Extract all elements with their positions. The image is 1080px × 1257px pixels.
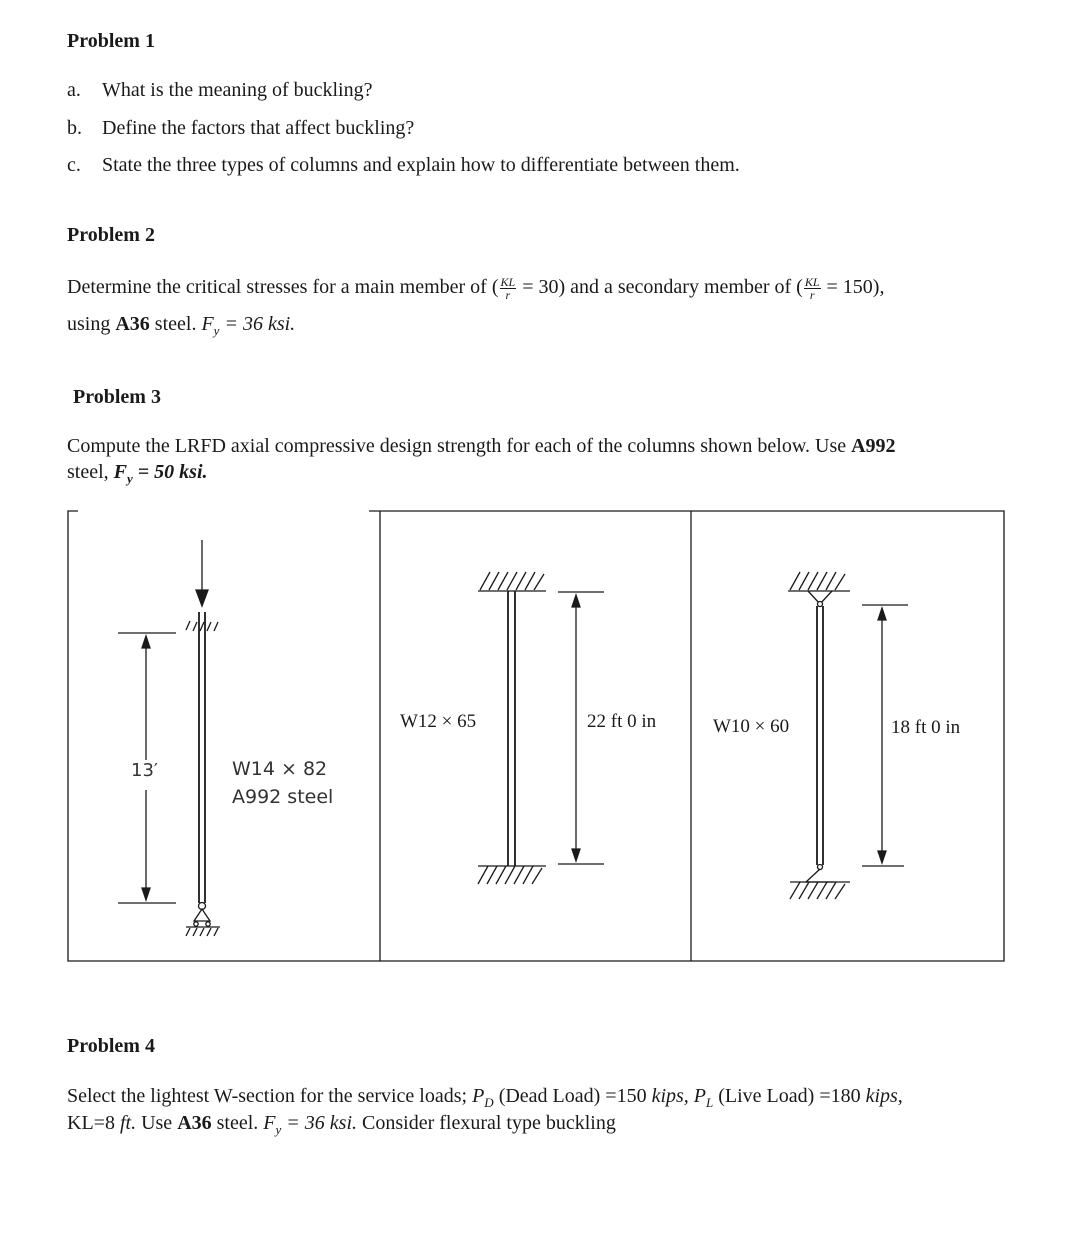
text-run: Compute the LRFD axial compressive design strength for each of the columns shown below. Use <box>67 435 852 457</box>
kl-over-r-fraction <box>804 276 821 301</box>
text-run: = 150), <box>821 276 885 299</box>
fy-value: = 36 ksi. <box>219 313 296 335</box>
pd-symbol: P <box>472 1085 485 1107</box>
column-3 <box>788 572 908 899</box>
problem-4-line-1 <box>67 1085 903 1111</box>
column-1-length-label: 13′ <box>131 760 158 781</box>
text-run: steel. <box>149 313 202 335</box>
problem-4-title: Problem 4 <box>67 1035 155 1057</box>
text-run: Use <box>136 1112 178 1134</box>
item-marker: a. <box>67 79 81 101</box>
column-3-section-label: W10 × 60 <box>713 716 790 737</box>
pd-subscript: D <box>484 1095 494 1110</box>
column-1-section-label: W14 × 82 <box>232 758 328 780</box>
fraction-denominator: r <box>505 288 511 302</box>
column-2 <box>478 572 604 884</box>
column-2-length-label: 22 ft 0 in <box>587 711 657 732</box>
fy-value: = 36 ksi. <box>281 1112 358 1134</box>
text-run: (Dead Load) =150 <box>493 1085 652 1107</box>
steel-grade: A992 <box>851 435 896 457</box>
item-marker: c. <box>67 154 81 176</box>
text-run: using <box>67 313 116 335</box>
fraction-numerator: KL <box>500 275 516 289</box>
problem-1-item-b <box>67 117 415 140</box>
pl-symbol: P <box>688 1085 707 1107</box>
problem-3-title: Problem 3 <box>73 386 161 408</box>
text-run: Select the lightest W-section for the service loads; <box>67 1085 473 1107</box>
panel-1-frame <box>68 511 380 961</box>
pl-subscript: L <box>706 1095 714 1110</box>
steel-grade: A36 <box>115 313 150 335</box>
fy-subscript: y <box>275 1122 282 1137</box>
kl-over-r-fraction <box>500 276 517 301</box>
problem-2-title: Problem 2 <box>67 224 155 246</box>
column-3-length-label: 18 ft 0 in <box>891 717 961 738</box>
kips-unit: kips, <box>651 1085 689 1107</box>
fy-value: = 50 ksi. <box>132 461 208 483</box>
text-run: Determine the critical stresses for a main member of ( <box>67 276 499 299</box>
column-1 <box>118 540 220 936</box>
steel-grade: A36 <box>177 1112 212 1134</box>
problem-2-line-2 <box>67 313 295 339</box>
item-text: Define the factors that affect buckling? <box>102 117 415 139</box>
problem-2-line-1 <box>67 276 884 301</box>
text-run: Consider flexural type buckling <box>357 1112 616 1134</box>
problem-1-item-c <box>67 154 740 177</box>
problem-1-title: Problem 1 <box>67 30 155 52</box>
ft-unit: ft. <box>119 1112 137 1134</box>
fraction-denominator: r <box>809 288 815 302</box>
fy-symbol: F <box>263 1112 276 1134</box>
item-text: What is the meaning of buckling? <box>102 79 373 101</box>
problem-4-line-2 <box>67 1112 616 1138</box>
problem-1-item-a <box>67 79 373 102</box>
column-2-section-label: W12 × 65 <box>400 711 477 732</box>
fraction-numerator: KL <box>804 275 820 289</box>
fy-subscript: y <box>127 471 133 486</box>
fy-subscript: y <box>213 323 220 338</box>
text-run: steel, <box>67 461 114 483</box>
kips-unit: kips, <box>865 1085 903 1107</box>
text-run: steel. <box>211 1112 264 1134</box>
column-1-material-label: A992 steel <box>232 786 334 808</box>
fy-symbol: F <box>201 313 214 335</box>
item-marker: b. <box>67 117 82 139</box>
item-text: State the three types of columns and explain how to differentiate between them. <box>102 154 740 176</box>
fy-symbol: F <box>113 461 127 483</box>
text-run: KL=8 <box>67 1112 120 1134</box>
text-run: = 30) and a secondary member of ( <box>517 276 803 299</box>
problem-3-line-1 <box>67 435 896 458</box>
text-run: (Live Load) =180 <box>713 1085 866 1107</box>
problem-3-line-2 <box>67 461 208 487</box>
